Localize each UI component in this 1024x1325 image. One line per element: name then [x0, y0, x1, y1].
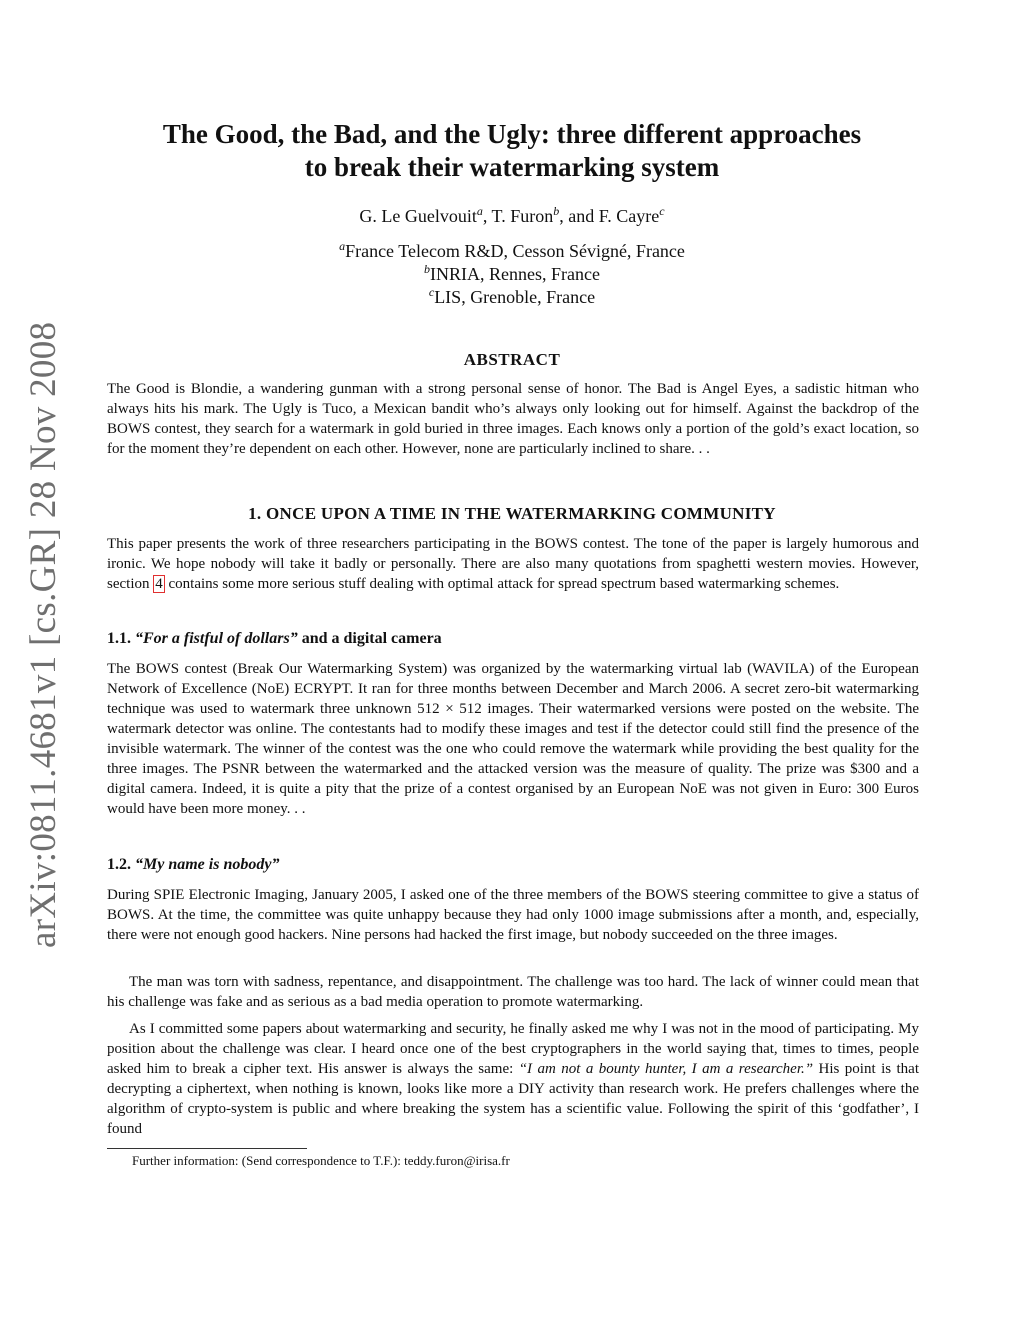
affiliation-a — [100, 240, 924, 263]
subsection-1-1-title-rest: and a digital camera — [297, 630, 442, 647]
title-line-2: to break their watermarking system — [304, 152, 720, 182]
subsection-1-2-heading — [107, 856, 919, 874]
intro-text-after-ref: contains some more serious stuff dealing with optimal attack for spread spectrum based watermarking schemes. — [164, 576, 840, 592]
paragraph-3-text-after-quote: His point is that decrypting a ciphertext, when nothing is known, looks like more a DIY activity than research work. He prefers challenges where the algorithm of crypto-system is public and where breaking the system has a scientific value. Following the spirit of this ‘godfather’, I found — [107, 1061, 919, 1137]
paper-title — [100, 118, 924, 184]
author-1-affil-mark: a — [476, 204, 483, 218]
author-separator-1: , — [482, 206, 492, 226]
affiliation-b-text: INRIA, Rennes, France — [430, 264, 600, 284]
subsection-1-2-paragraph-1: During SPIE Electronic Imaging, January 2005, I asked one of the three members of the BOWS steering committee to give a status of BOWS. At the time, the committee was quite unhappy because they had only 1000 image submissions after a month, and, especially, there were not enough good hackers. Nine persons had hacked the first image, but nobody succeeded on the three images. — [107, 887, 919, 943]
abstract-text: The Good is Blondie, a wandering gunman with a strong personal sense of honor. The Bad is Angel Eyes, a sadistic hitman who always hits his mark. The Ugly is Tuco, a Mexican bandit who’s always only looking out for himself. Against the backdrop of the BOWS contest, they search for a watermark in gold buried in three images. Each knows only a portion of the gold’s exact location, so for the moment they’re dependent on each other. However, none are particularly inclined to share. . . — [107, 381, 919, 457]
author-3-affil-mark: c — [659, 204, 665, 218]
affiliation-list — [100, 240, 924, 309]
subsection-1-2-title-italic: “My name is nobody” — [135, 856, 280, 873]
author-1: G. Le Guelvouit — [359, 206, 477, 226]
subsection-1-1-heading — [107, 630, 919, 648]
affiliation-b — [100, 263, 924, 286]
affiliation-c — [100, 286, 924, 309]
subsection-1-2-number: 1.2. — [107, 856, 131, 873]
author-2-affil-mark: b — [553, 204, 560, 218]
author-2: T. Furon — [491, 206, 554, 226]
footnote-divider — [107, 1148, 307, 1149]
correspondence-footnote: Further information: (Send correspondence to T.F.): teddy.furon@irisa.fr — [132, 1153, 510, 1168]
researcher-quote: “I am not a bounty hunter, I am a researcher.” — [518, 1061, 814, 1077]
subsection-1-2-paragraph-2: The man was torn with sadness, repentance, and disappointment. The challenge was too hard. The lack of winner could mean that his challenge was fake and as serious as a bad media operation to promote watermarking. — [107, 974, 919, 1010]
intro-text-before-ref: This paper presents the work of three researchers participating in the BOWS contest. The tone of the paper is largely humorous and ironic. We hope nobody will take it badly or personally. There are also many quotations from spaghetti western movies. However, section — [107, 536, 919, 592]
section-4-link[interactable]: 4 — [155, 576, 163, 592]
author-separator-2: , and — [559, 206, 599, 226]
affiliation-a-mark: a — [339, 239, 346, 253]
affiliation-b-mark: b — [424, 262, 431, 276]
title-line-1: The Good, the Bad, and the Ugly: three different approaches — [162, 119, 862, 149]
subsection-1-1-text: The BOWS contest (Break Our Watermarking System) was organized by the watermarking virtual lab (WAVILA) of the European Network of Excellence (NoE) ECRYPT. It ran for three months between December and March 2006. A secret zero-bit watermarking technique was used to watermark three unknown 512 × 512 images. Their watermarked versions were posted on the website. The watermark detector was online. The contestants had to modify these images and test if the detector could still find the presence of the invisible watermark. The winner of the contest was the one who could remove the watermark while providing the best quality for the three images. The PSNR between the watermarked and the attacked version was the measure of quality. The prize was $300 and a digital camera. Indeed, it is quite a pity that the prize of a contest organised by an European NoE was not given in Euro: 300 Euros would have been more money. . . — [107, 661, 919, 817]
abstract-heading: ABSTRACT — [463, 350, 561, 369]
subsection-1-2-paragraph-3 — [107, 1019, 919, 1139]
affiliation-c-mark: c — [428, 285, 435, 299]
author-3: F. Cayre — [598, 206, 660, 226]
subsection-1-1-title-italic: “For a fistful of dollars” — [135, 630, 298, 647]
subsection-1-1-number: 1.1. — [107, 630, 131, 647]
author-list — [100, 206, 924, 227]
section-1-intro — [107, 534, 919, 594]
affiliation-c-text: LIS, Grenoble, France — [434, 287, 596, 307]
affiliation-a-text: France Telecom R&D, Cesson Sévigné, France — [345, 241, 685, 261]
arxiv-identifier-stamp: arXiv:0811.4681v1 [cs.GR] 28 Nov 2008 — [23, 321, 64, 948]
paragraph-3-text-before-quote: As I committed some papers about watermarking and security, he finally asked me why I was not in the mood of participating. My position about the challenge was clear. I heard once one of the best cryptographers in the world saying that, times to times, people asked him to break a cipher text. His answer is always the same: — [107, 1021, 919, 1077]
section-1-heading: 1. ONCE UPON A TIME IN THE WATERMARKING COMMUNITY — [248, 504, 776, 523]
